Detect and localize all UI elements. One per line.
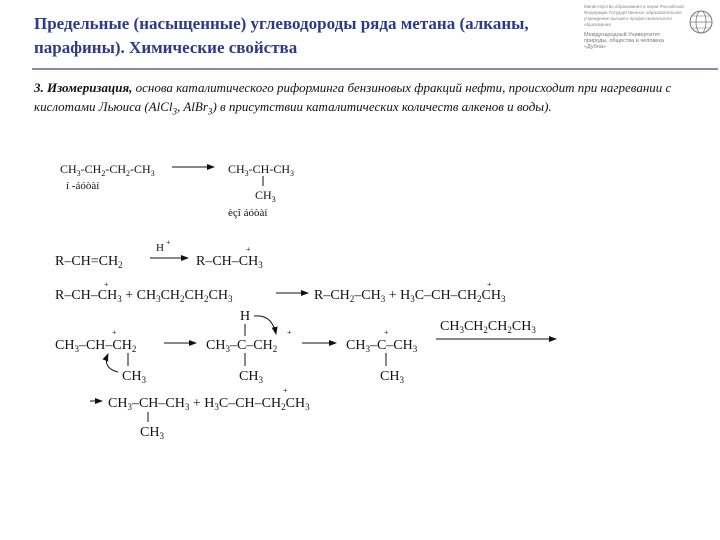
reaction-butane-isomerization: [60, 162, 294, 219]
carbocation-formula: $R-CH-CH_3$: [196, 254, 263, 270]
isobutane-label: èçî áóòàí: [228, 207, 268, 219]
r4-methyl-1: $CH_3$: [122, 369, 146, 385]
desc-text-1: основа каталитического риформинга бензиновых фракций нефти, происходит при нагревании с кислотами Льюиса (AlCl: [34, 80, 672, 114]
carbocation-charge: +: [246, 245, 251, 254]
desc-sub-2: 3: [207, 106, 213, 117]
r4-methyl-3: $CH_3$: [380, 369, 404, 385]
r4-charge-2: +: [287, 328, 292, 337]
reaction-hydride-transfer: [55, 280, 506, 304]
r4-cation-1: $CH_3-CH-CH_2$: [55, 338, 137, 354]
desc-text-3: ) в присутствии каталитических количеств алкенов и воды).: [212, 99, 552, 114]
desc-text-2: , AlBr: [177, 99, 208, 114]
r3-reactants: $R-CH-CH_3 + CH_3CH_2CH_2CH_3$: [55, 288, 233, 304]
logo-university-name: Международный Университет природы, общества и человека «Дубна»: [584, 32, 664, 50]
r4-methyl-2: $CH_3$: [239, 369, 263, 385]
proton-label: H: [156, 242, 164, 254]
section-heading: 3. Изомеризация,: [34, 80, 133, 95]
proton-charge: +: [166, 238, 171, 247]
r5-methyl: $CH_3$: [140, 425, 164, 441]
r3-charge-1: +: [104, 280, 109, 289]
r5-charge: +: [283, 386, 288, 395]
r4-charge-3: +: [384, 328, 389, 337]
reaction-rearrangement: [55, 309, 556, 385]
r3-charge-2: +: [487, 280, 492, 289]
alkene-formula: $R-CH=CH_2$: [55, 254, 123, 270]
r4-cation-3: $CH_3-C-CH_3$: [346, 338, 418, 354]
logo-ministry-text: Министерство образования и науки Российской Федерации Государственное образовательное учреждение высшего профессионального образования: [584, 4, 684, 27]
r4-charge-1: +: [112, 328, 117, 337]
reaction-protonation: [55, 238, 263, 270]
n-butane-formula: $CH_3-CH_2-CH_2-CH_3$: [60, 162, 155, 178]
r3-products: $R-CH_2-CH_3 + H_3C-CH-CH_2CH_3$: [314, 288, 506, 304]
isobutane-methyl: $CH_3$: [255, 188, 276, 204]
desc-sub-1: 3: [172, 106, 178, 117]
n-butane-label: í -áóòàí: [66, 180, 100, 192]
r4-hydrogen: H: [240, 309, 251, 324]
r4-cation-2: $CH_3-C-CH_2$: [206, 338, 278, 354]
slide-title: Предельные (насыщенные) углеводороды ряда метана (алканы, парафины). Химические свойства: [34, 14, 529, 57]
r4-curved-arrow-1: [106, 354, 118, 372]
r5-products: $CH_3-CH-CH_3 + H_3C-CH-CH_2CH_3$: [108, 396, 310, 412]
reaction-final-products: [90, 386, 310, 441]
r4-butane-reagent: $CH_3CH_2CH_2CH_3$: [440, 319, 536, 335]
r4-curved-arrow-2: [254, 316, 276, 334]
isobutane-formula: $CH_3-CH-CH_3$: [228, 162, 295, 178]
